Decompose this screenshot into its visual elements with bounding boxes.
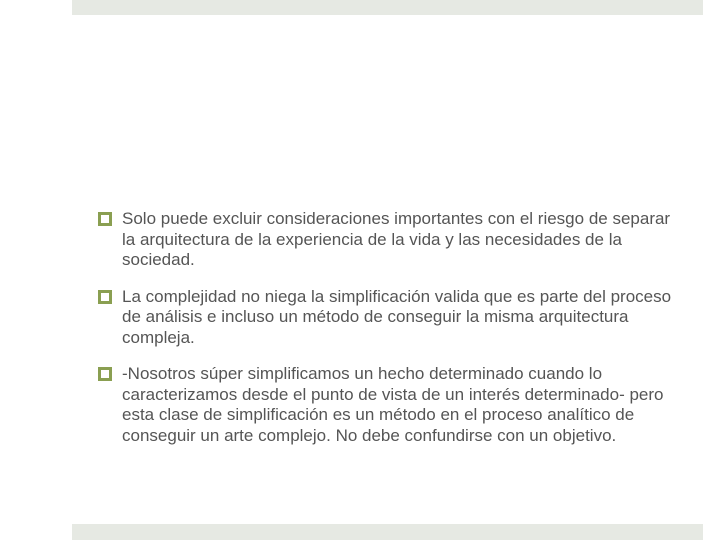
bullet-text: Solo puede excluir consideraciones importantes con el riesgo de separar la arquitectura de la experiencia de la vida y las necesidades de la sociedad. — [122, 209, 671, 269]
bullet-item — [98, 364, 688, 446]
bottom-decorative-band — [72, 524, 703, 540]
bullet-item — [98, 209, 688, 271]
bullet-list — [98, 209, 688, 462]
square-bullet-icon — [98, 367, 112, 381]
bullet-text: La complejidad no niega la simplificación valida que es parte del proceso de análisis e incluso un método de conseguir la misma arquitectura compleja. — [122, 286, 672, 347]
bullet-item — [98, 287, 688, 349]
bullet-text: -Nosotros súper simplificamos un hecho determinado cuando lo caracterizamos desde el punto de vista de un interés determinado- pero esta clase de simplificación es un método en el proceso analítico de conseguir un arte complejo. No debe confundirse con un objetivo. — [122, 364, 664, 445]
square-bullet-icon — [98, 290, 112, 304]
square-bullet-icon — [98, 212, 112, 226]
top-decorative-band — [72, 0, 703, 15]
